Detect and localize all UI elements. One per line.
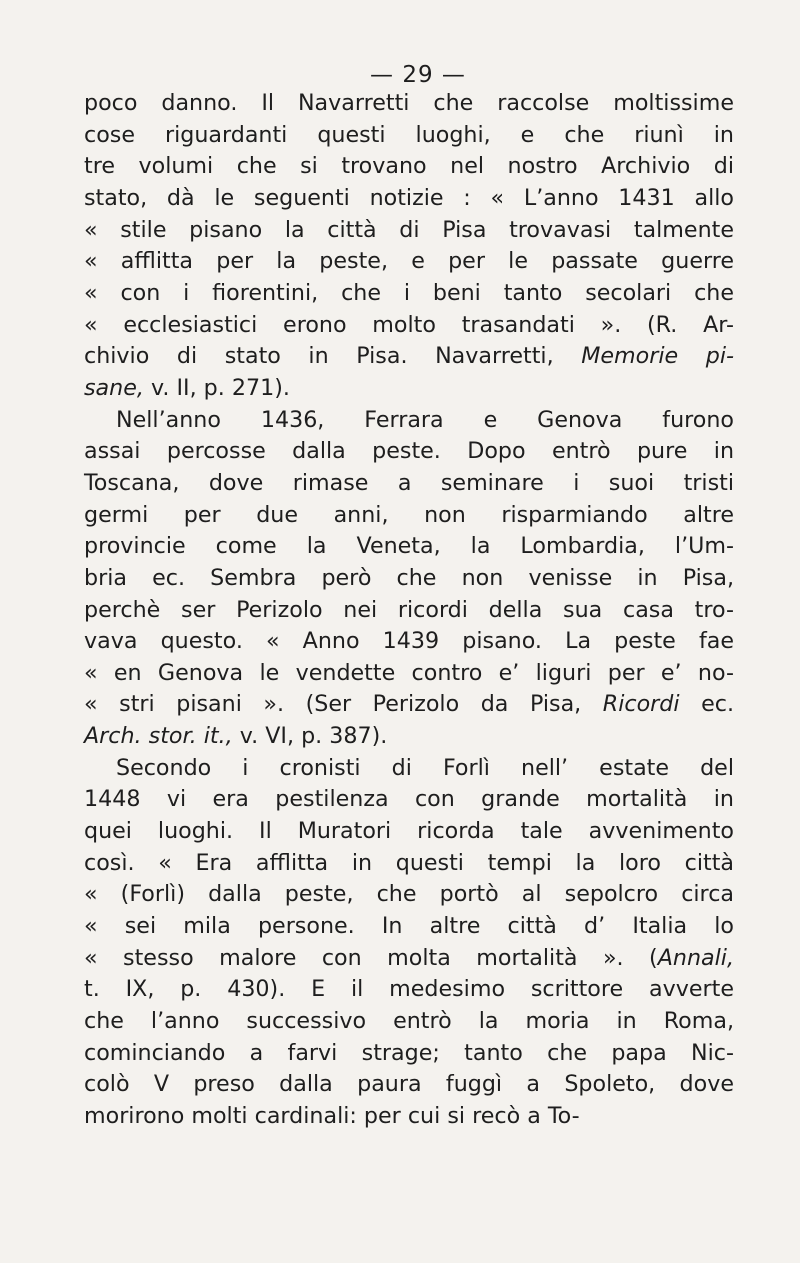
text-line: « con i fiorentini, che i beni tanto secolari che: [84, 279, 734, 306]
text-run: v. II, p. 271).: [143, 374, 290, 401]
text-line: tre volumi che si trovano nel nostro Archivio di: [84, 153, 734, 180]
text-line: perchè ser Perizolo nei ricordi della sua casa tro-: [84, 596, 734, 623]
text-line: germi per due anni, non risparmiando altre: [84, 501, 734, 528]
text-run: « stri pisani ». (Ser Perizolo da Pisa,: [84, 691, 603, 718]
paragraph: [84, 88, 734, 405]
paragraph: [84, 753, 734, 1133]
text-line: Toscana, dove rimase a seminare i suoi tristi: [84, 469, 734, 496]
italic-citation: Ricordi: [602, 691, 680, 718]
italic-citation: Annali,: [657, 944, 734, 971]
text-line: cose riguardanti questi luoghi, e che riunì in: [84, 121, 734, 148]
text-line: [84, 721, 734, 753]
paragraph: [84, 405, 734, 753]
text-line: colò V preso dalla paura fuggì a Spoleto, dove: [84, 1071, 734, 1098]
text-line: vava questo. « Anno 1439 pisano. La peste fae: [84, 628, 734, 655]
page-number: — 29 —: [370, 62, 466, 88]
body-text: [84, 88, 734, 1133]
text-line: stato, dà le seguenti notizie : « L’anno 1431 allo: [84, 184, 734, 211]
italic-citation: Memorie pi-: [581, 343, 734, 370]
text-line: « ecclesiastici erono molto trasandati ». (R. Ar-: [84, 311, 734, 338]
text-line: [84, 689, 734, 721]
text-line: così. « Era afflitta in questi tempi la loro città: [84, 849, 734, 876]
text-line: bria ec. Sembra però che non venisse in Pisa,: [84, 564, 734, 591]
text-line: assai percosse dalla peste. Dopo entrò pure in: [84, 438, 734, 465]
text-line: provincie come la Veneta, la Lombardia, l’Um-: [84, 533, 734, 560]
text-line: quei luoghi. Il Muratori ricorda tale avvenimento: [84, 818, 734, 845]
italic-citation: sane,: [84, 374, 144, 401]
text-line: [84, 943, 734, 975]
text-line: « afflitta per la peste, e per le passate guerre: [84, 248, 734, 275]
text-line: t. IX, p. 430). E il medesimo scrittore avverte: [84, 976, 734, 1003]
text-line: che l’anno successivo entrò la moria in Roma,: [84, 1008, 734, 1035]
text-line: « stile pisano la città di Pisa trovavasi talmente: [84, 216, 734, 243]
italic-citation: Arch. stor. it.,: [84, 723, 233, 750]
text-line: poco danno. Il Navarretti che raccolse moltissime: [84, 90, 734, 116]
text-run: v. VI, p. 387).: [232, 723, 388, 750]
text-run: « stesso malore con molta mortalità ». (: [84, 944, 658, 971]
text-line: morirono molti cardinali: per cui si recò a To-: [84, 1103, 580, 1129]
text-line: [84, 341, 734, 373]
text-run: ec.: [679, 691, 734, 718]
text-line: Nell’anno 1436, Ferrara e Genova furono: [116, 406, 734, 433]
text-run: chivio di stato in Pisa. Navarretti,: [84, 343, 582, 370]
text-line: Secondo i cronisti di Forlì nell’ estate del: [116, 754, 734, 781]
text-line: 1448 vi era pestilenza con grande mortalità in: [84, 786, 734, 813]
text-line: « en Genova le vendette contro e’ liguri per e’ no-: [84, 659, 734, 686]
text-line: « (Forlì) dalla peste, che portò al sepolcro circa: [84, 881, 734, 908]
text-line: [84, 373, 734, 405]
text-line: cominciando a farvi strage; tanto che papa Nic-: [84, 1039, 734, 1066]
text-line: « sei mila persone. In altre città d’ Italia lo: [84, 913, 734, 940]
